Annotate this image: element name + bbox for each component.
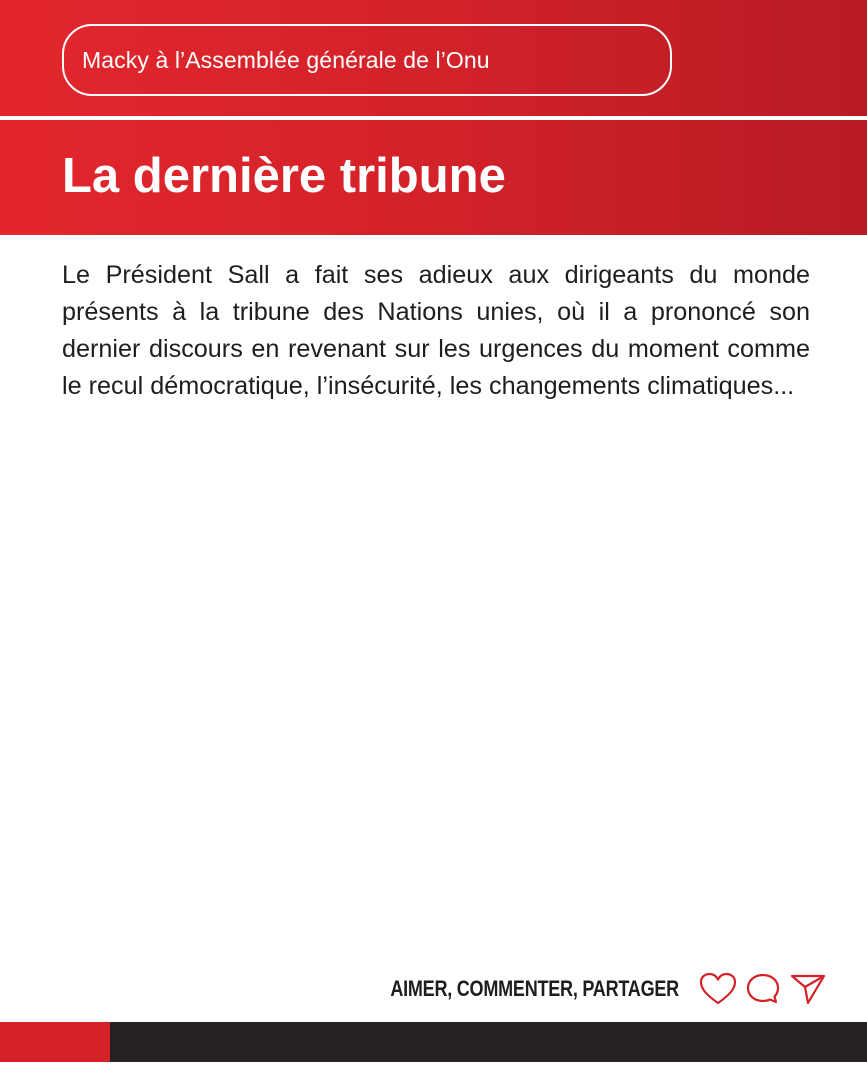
comment-icon[interactable] <box>745 972 781 1006</box>
kicker-text: Macky à l’Assemblée générale de l’Onu <box>82 46 490 73</box>
page-title: La dernière tribune <box>62 149 506 203</box>
kicker-badge <box>62 24 672 96</box>
footer-bar <box>110 1022 867 1062</box>
cta-label: AIMER, COMMENTER, PARTAGER <box>390 976 679 1001</box>
article-lead: Le Président Sall a fait ses adieux aux dirigeants du monde présents à la tribune des Nations unies, où il a prononcé son dernier discours en revenant sur les urgences du moment comme le recul démocratique, l’insécurité, les changements climatiques... <box>62 261 810 400</box>
header-banner <box>0 0 867 235</box>
header-divider <box>0 116 867 120</box>
send-icon[interactable] <box>789 972 827 1006</box>
social-actions <box>327 972 827 1006</box>
heart-icon[interactable] <box>699 972 737 1006</box>
footer-accent-bar <box>0 1022 110 1062</box>
